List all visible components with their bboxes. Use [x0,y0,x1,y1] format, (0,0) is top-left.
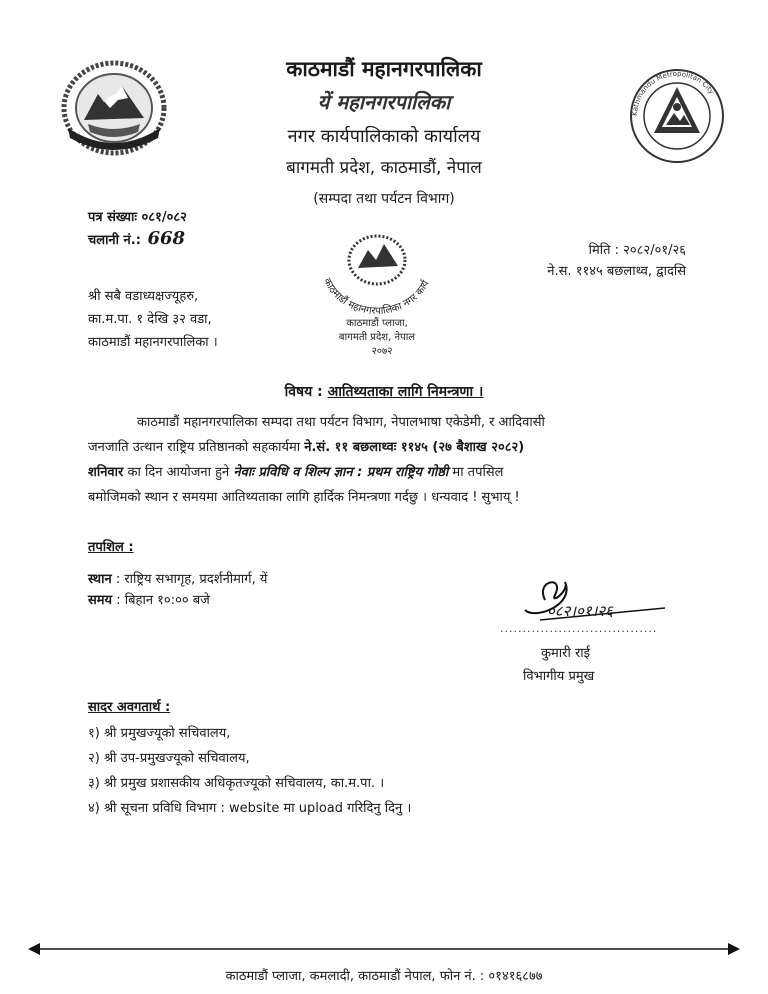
venue-row [88,570,267,590]
signatory-name: कुमारी राई [541,646,591,661]
cc-item-1: १) श्री प्रमुखज्यूको सचिवालय, [88,726,231,741]
body-line-2 [88,437,524,455]
office-stamp [312,222,442,362]
nepal-sambat-date: ने.स. ११४५ बछलाथ्व, द्वादसि [547,264,686,279]
footer-divider [28,941,740,957]
body-line-2-text: जनजाति उत्थान राष्ट्रिय प्रतिष्ठानको सहकार्यमा [88,440,305,455]
office-address: बागमती प्रदेश, काठमाडौं, नेपाल [286,158,482,178]
stamp-line-3: २०७२ [371,346,393,357]
stamp-line-2: बागमती प्रदेश, नेपाल [338,332,416,343]
subject [0,382,768,401]
recipient-line-3: काठमाडौं महानगरपालिका । [88,335,218,350]
footer-address: काठमाडौं प्लाजा, कमलादी, काठमाडौं नेपाल, फोन नं. : ०१४१६८७७ [225,969,543,984]
org-title-newari: यें महानगरपालिका [317,90,451,114]
venue-label: स्थान [88,572,112,587]
recipient-line-1: श्री सबै वडाध्यक्षज्यूहरु, [88,289,199,304]
body-line-3-end: मा तपसिल [448,465,504,480]
cc-item-3: ३) श्री प्रमुख प्रशासकीय अधिकृतज्यूको सचिवालय, का.म.पा. । [88,776,385,791]
date-value: २०८२/०१/२६ [623,243,686,258]
dispatch-number-value: 668 [147,228,186,249]
dispatch-number [88,229,185,251]
signature-date: ०८२।०१।२६ [547,602,613,620]
letter-number-label: पत्र संख्याः [88,210,138,225]
office-name: नगर कार्यपालिकाको कार्यालय [287,126,481,147]
time-row [88,591,210,611]
letter-number [88,208,187,228]
cc-item-2: २) श्री उप-प्रमुखज्यूको सचिवालय, [88,751,250,766]
event-date-highlight: ने.सं. ११ बछलाथ्वः ११४५ (२७ बैशाख २०८२) [304,440,525,455]
date-label: मिति : [588,243,620,258]
recipient-line-2: का.म.पा. १ देखि ३२ वडा, [88,312,212,327]
signature-dots: ................................... [500,622,658,635]
seal-ring-text: Kathmandu Metropolitan City [630,69,716,117]
body-line-1: काठमाडौं महानगरपालिका सम्पदा तथा पर्यटन विभाग, नेपालभाषा एकेडेमी, र आदिवासी [137,415,545,430]
venue-value: : राष्ट्रिय सभागृह, प्रदर्शनीमार्ग, यें [115,572,268,587]
body-line-3 [88,462,503,480]
stamp-ring-text: काठमाडौं महानगरपालिका नगर कार्य [321,276,432,317]
dispatch-number-label: चलानी नं.: [88,233,141,248]
time-value: : बिहान १०:०० बजे [116,593,210,608]
details-heading: तपशिल : [88,540,134,555]
time-label: समय [88,593,113,608]
org-title: काठमाडौं महानगरपालिका [286,57,482,81]
stamp-line-1: काठमाडौं प्लाजा, [346,318,408,329]
body-line-3-text: का दिन आयोजना हुने [123,465,234,480]
body-line-4: बमोजिमको स्थान र समयमा आतिथ्यताका लागि हार्दिक निमन्त्रणा गर्दछु । धन्यवाद ! सुभाय् ! [88,490,520,505]
department-name: (सम्पदा तथा पर्यटन विभाग) [313,191,455,207]
cc-item-4: ४) श्री सूचना प्रविधि विभाग : website मा upload गरिदिनु दिनु । [88,801,412,816]
signature-mark [515,570,675,630]
cc-heading: सादर अवगतार्थ : [88,700,171,715]
letter-number-value: ०८१/०८२ [141,210,187,225]
subject-label: विषय : [284,384,323,400]
letter-date [589,241,686,261]
signatory-title: विभागीय प्रमुख [523,669,595,684]
weekday-highlight: शनिवार [88,465,124,480]
event-name-highlight: नेवाः प्रविधि व शिल्प ज्ञान : प्रथम राष्ट्रिय गोष्ठी [233,465,449,480]
subject-text: आतिथ्यताका लागि निमन्त्रणा । [327,384,484,400]
